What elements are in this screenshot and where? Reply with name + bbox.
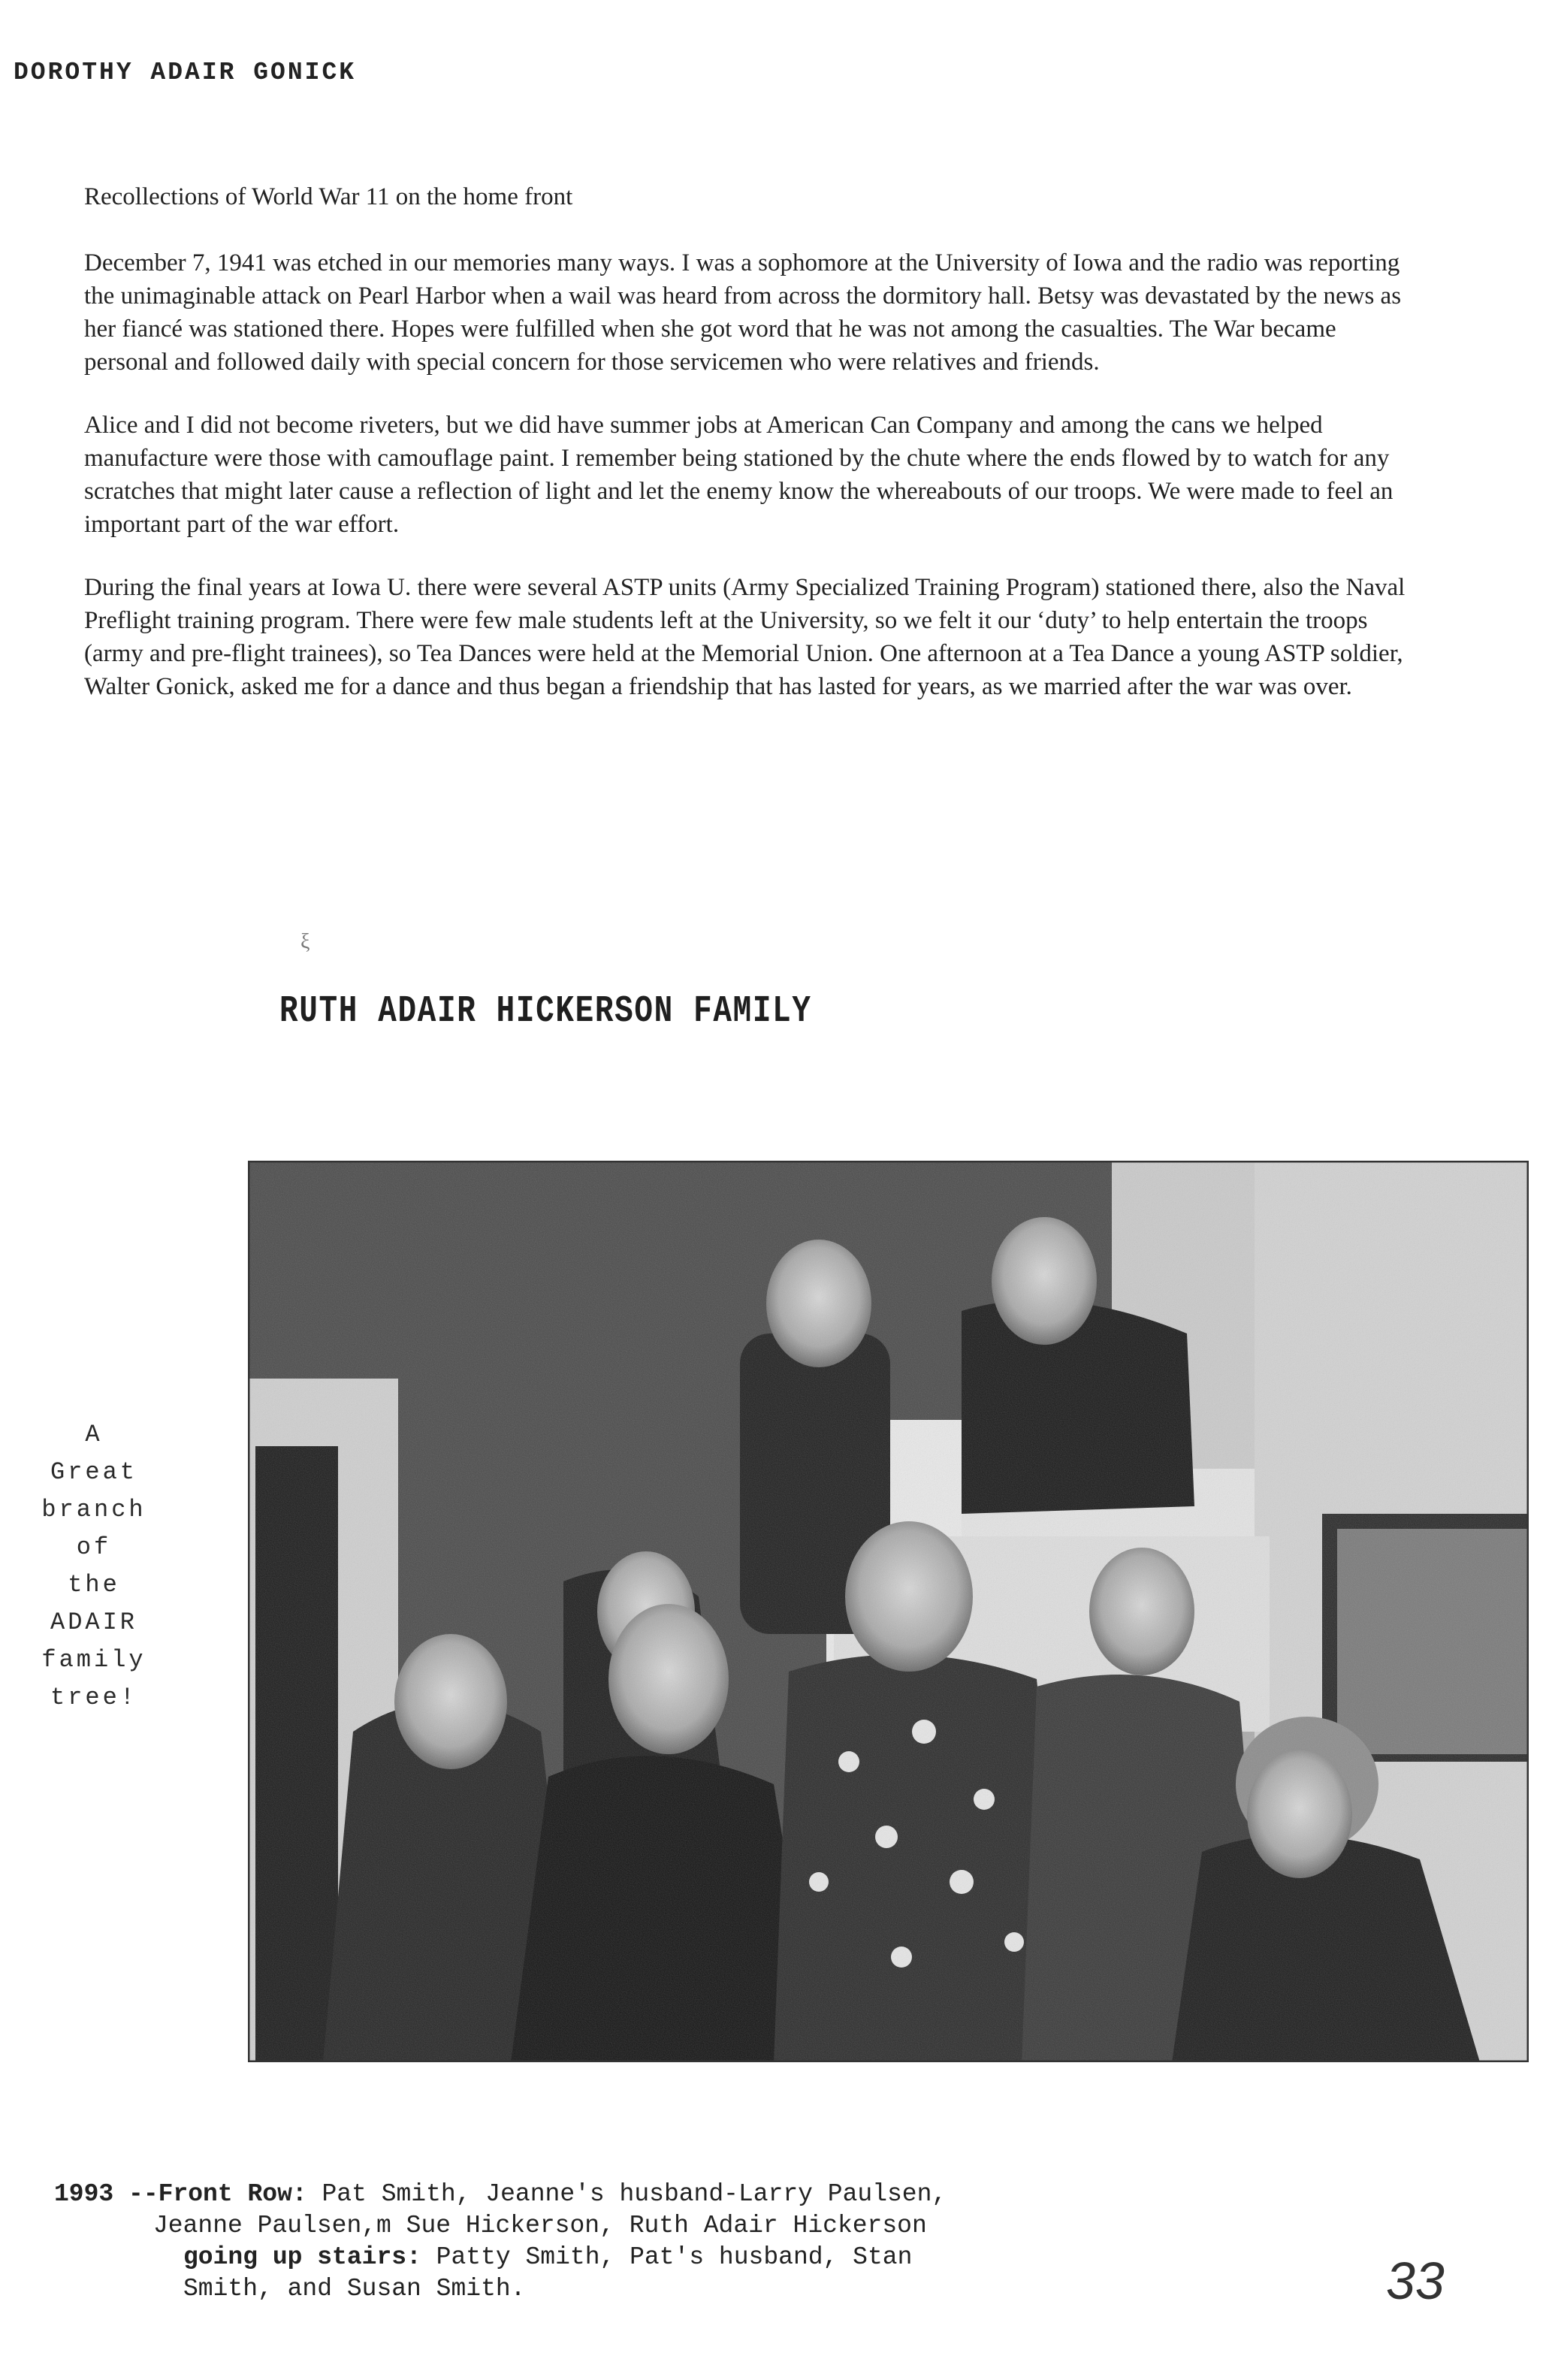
family-heading: RUTH ADAIR HICKERSON FAMILY bbox=[279, 990, 812, 1033]
caption-stairs-text-1: Patty Smith, Pat's husband, Stan bbox=[421, 2243, 913, 2271]
photo-caption bbox=[54, 2179, 1376, 2305]
page-number: 33 bbox=[1386, 2252, 1445, 2310]
author-header: DOROTHY ADAIR GONICK bbox=[14, 59, 357, 86]
caption-front-row-label: --Front Row: bbox=[128, 2180, 307, 2208]
family-photo bbox=[248, 1161, 1529, 2062]
essay-paragraph-3: During the final years at Iowa U. there were several ASTP units (Army Specialized Training Program) stationed there, also the Naval Preflight training program. There were few male students left at the University, so we felt it our ‘duty’ to help entertain the troops (army and pre-flight trainees), so Tea Dances were held at the Memorial Union. One afternoon at a Tea Dance a young ASTP soldier, Walter Gonick, asked me for a dance and thus began a friendship that has lasted for years, as we married after the war was over. bbox=[84, 574, 1406, 700]
side-note-line: of bbox=[76, 1533, 112, 1561]
essay-paragraph-1: December 7, 1941 was etched in our memories many ways. I was a sophomore at the University of Iowa and the radio was reporting the unimaginable attack on Pearl Harbor when a wail was heard from across the dormitory hall. Betsy was devastated by the news as her fiancé was stationed there. Hopes were fulfilled when she got word that he was not among the casualties. The War became personal and followed daily with special concern for those servicemen who were relatives and friends. bbox=[84, 249, 1402, 376]
side-note-line: Great bbox=[50, 1458, 137, 1486]
stray-mark: ξ bbox=[300, 930, 310, 953]
side-note-line: ADAIR bbox=[50, 1608, 137, 1636]
essay-paragraph-2: Alice and I did not become riveters, but we did have summer jobs at American Can Company and among the cans we helped manufacture were those with camouflage paint. I remember being stationed by the chute where the ends flowed by to watch for any scratches that might later cause a reflection of light and let the enemy know the whereabouts of our troops. We were made to feel an important part of the war effort. bbox=[84, 412, 1394, 538]
caption-line-2 bbox=[54, 2210, 1376, 2242]
caption-line-1 bbox=[54, 2179, 1376, 2210]
caption-line-4 bbox=[54, 2273, 1376, 2305]
side-note-line: branch bbox=[41, 1496, 146, 1524]
side-note-line: tree! bbox=[50, 1684, 137, 1711]
caption-stairs-text-2: Smith, and Susan Smith. bbox=[183, 2275, 526, 2303]
caption-line-3 bbox=[54, 2242, 1376, 2273]
side-note bbox=[23, 1416, 165, 1717]
side-note-line: A bbox=[85, 1421, 103, 1448]
caption-year: 1993 bbox=[54, 2180, 114, 2208]
side-note-line: family bbox=[41, 1646, 146, 1674]
photo-grain bbox=[248, 1161, 1529, 2062]
caption-front-row-text-1: Pat Smith, Jeanne's husband-Larry Paulsen, bbox=[306, 2180, 947, 2208]
caption-front-row-text-2: Jeanne Paulsen,m Sue Hickerson, Ruth Adair Hickerson bbox=[153, 2212, 927, 2240]
essay bbox=[84, 180, 1406, 733]
side-note-line: the bbox=[68, 1571, 120, 1599]
caption-stairs-label: going up stairs: bbox=[183, 2243, 421, 2271]
essay-title: Recollections of World War 11 on the home front bbox=[84, 183, 573, 210]
